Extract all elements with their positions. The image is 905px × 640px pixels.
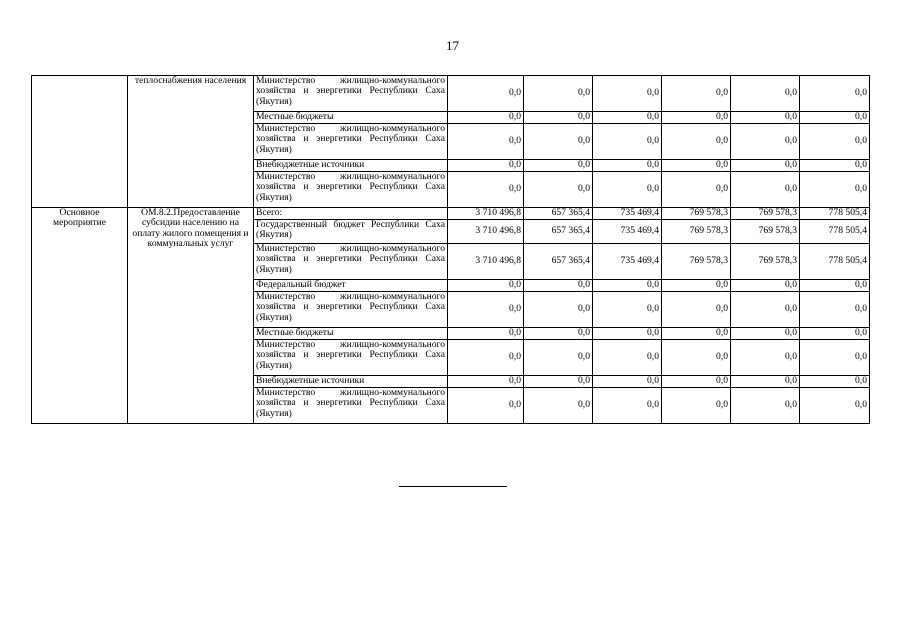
amount-cell: 769 578,3 xyxy=(731,208,800,220)
amount-cell: 769 578,3 xyxy=(662,220,731,244)
funding-source-cell: Министерство жилищно-коммунального хозяйства и энергетики Республики Саха (Якутия) xyxy=(254,244,448,280)
funding-source-cell: Министерство жилищно-коммунального хозяйства и энергетики Республики Саха (Якутия) xyxy=(254,292,448,328)
amount-cell: 0,0 xyxy=(662,328,731,340)
amount-cell: 0,0 xyxy=(731,328,800,340)
amount-cell: 0,0 xyxy=(800,280,870,292)
amount-cell: 0,0 xyxy=(448,280,524,292)
amount-cell: 735 469,4 xyxy=(593,220,662,244)
amount-cell: 0,0 xyxy=(448,112,524,124)
amount-cell: 0,0 xyxy=(731,292,800,328)
amount-cell: 0,0 xyxy=(524,160,593,172)
amount-cell: 0,0 xyxy=(524,124,593,160)
amount-cell: 0,0 xyxy=(448,160,524,172)
amount-cell: 769 578,3 xyxy=(662,244,731,280)
footer-rule xyxy=(399,486,507,487)
amount-cell: 0,0 xyxy=(662,292,731,328)
amount-cell: 0,0 xyxy=(800,112,870,124)
amount-cell: 0,0 xyxy=(593,172,662,208)
amount-cell: 0,0 xyxy=(800,376,870,388)
funding-source-cell: Министерство жилищно-коммунального хозяйства и энергетики Республики Саха (Якутия) xyxy=(254,172,448,208)
amount-cell: 0,0 xyxy=(800,388,870,424)
table-row xyxy=(32,76,870,112)
funding-source-cell: Внебюджетные источники xyxy=(254,376,448,388)
funding-source-cell: Министерство жилищно-коммунального хозяйства и энергетики Республики Саха (Якутия) xyxy=(254,340,448,376)
amount-cell: 0,0 xyxy=(593,160,662,172)
amount-cell: 0,0 xyxy=(593,328,662,340)
funding-source-cell: Министерство жилищно-коммунального хозяйства и энергетики Республики Саха (Якутия) xyxy=(254,124,448,160)
amount-cell: 0,0 xyxy=(662,172,731,208)
amount-cell: 657 365,4 xyxy=(524,244,593,280)
amount-cell: 0,0 xyxy=(731,76,800,112)
table-row xyxy=(32,208,870,220)
amount-cell: 657 365,4 xyxy=(524,208,593,220)
amount-cell: 769 578,3 xyxy=(662,208,731,220)
amount-cell: 0,0 xyxy=(448,340,524,376)
funding-source-cell: Местные бюджеты xyxy=(254,328,448,340)
amount-cell: 0,0 xyxy=(448,292,524,328)
amount-cell: 735 469,4 xyxy=(593,244,662,280)
amount-cell: 0,0 xyxy=(593,280,662,292)
amount-cell: 0,0 xyxy=(593,376,662,388)
amount-cell: 769 578,3 xyxy=(731,220,800,244)
event-type-cell: Основное мероприятие xyxy=(32,208,128,424)
amount-cell: 0,0 xyxy=(662,376,731,388)
amount-cell: 0,0 xyxy=(662,112,731,124)
funding-source-cell: Федеральный бюджет xyxy=(254,280,448,292)
amount-cell: 0,0 xyxy=(593,292,662,328)
amount-cell: 0,0 xyxy=(731,340,800,376)
funding-source-cell: Всего: xyxy=(254,208,448,220)
amount-cell: 0,0 xyxy=(448,172,524,208)
funding-source-cell: Государственный бюджет Республики Саха (Якутия) xyxy=(254,220,448,244)
funding-source-cell: Местные бюджеты xyxy=(254,112,448,124)
amount-cell: 0,0 xyxy=(448,124,524,160)
amount-cell: 0,0 xyxy=(731,112,800,124)
amount-cell: 0,0 xyxy=(524,340,593,376)
amount-cell: 0,0 xyxy=(731,376,800,388)
funding-source-cell: Министерство жилищно-коммунального хозяйства и энергетики Республики Саха (Якутия) xyxy=(254,388,448,424)
amount-cell: 0,0 xyxy=(800,124,870,160)
event-name-cell: теплоснабжения населения xyxy=(128,76,254,208)
amount-cell: 735 469,4 xyxy=(593,208,662,220)
amount-cell: 0,0 xyxy=(593,124,662,160)
amount-cell: 0,0 xyxy=(524,388,593,424)
amount-cell: 0,0 xyxy=(524,292,593,328)
amount-cell: 0,0 xyxy=(662,280,731,292)
funding-source-cell: Министерство жилищно-коммунального хозяйства и энергетики Республики Саха (Якутия) xyxy=(254,76,448,112)
amount-cell: 0,0 xyxy=(800,172,870,208)
amount-cell: 0,0 xyxy=(731,172,800,208)
amount-cell: 0,0 xyxy=(662,388,731,424)
amount-cell: 0,0 xyxy=(800,340,870,376)
amount-cell: 0,0 xyxy=(593,112,662,124)
funding-source-cell: Внебюджетные источники xyxy=(254,160,448,172)
amount-cell: 657 365,4 xyxy=(524,220,593,244)
budget-table xyxy=(31,75,870,424)
amount-cell: 0,0 xyxy=(800,76,870,112)
amount-cell: 0,0 xyxy=(662,76,731,112)
amount-cell: 0,0 xyxy=(800,160,870,172)
amount-cell: 0,0 xyxy=(448,76,524,112)
amount-cell: 0,0 xyxy=(524,328,593,340)
amount-cell: 0,0 xyxy=(524,376,593,388)
amount-cell: 769 578,3 xyxy=(731,244,800,280)
amount-cell: 0,0 xyxy=(448,328,524,340)
event-name-cell: ОМ.8.2.Предоставление субсидии населению на оплату жилого помещения и коммунальных услуг xyxy=(128,208,254,424)
amount-cell: 778 505,4 xyxy=(800,220,870,244)
table-body xyxy=(32,76,870,424)
amount-cell: 3 710 496,8 xyxy=(448,208,524,220)
amount-cell: 0,0 xyxy=(448,388,524,424)
amount-cell: 0,0 xyxy=(731,388,800,424)
amount-cell: 0,0 xyxy=(524,76,593,112)
amount-cell: 0,0 xyxy=(662,124,731,160)
amount-cell: 3 710 496,8 xyxy=(448,220,524,244)
amount-cell: 0,0 xyxy=(524,112,593,124)
amount-cell: 0,0 xyxy=(524,280,593,292)
amount-cell: 778 505,4 xyxy=(800,208,870,220)
amount-cell: 0,0 xyxy=(731,160,800,172)
amount-cell: 0,0 xyxy=(731,280,800,292)
amount-cell: 0,0 xyxy=(662,160,731,172)
amount-cell: 778 505,4 xyxy=(800,244,870,280)
amount-cell: 0,0 xyxy=(662,340,731,376)
amount-cell: 0,0 xyxy=(593,76,662,112)
amount-cell: 0,0 xyxy=(524,172,593,208)
amount-cell: 0,0 xyxy=(800,328,870,340)
amount-cell: 0,0 xyxy=(593,340,662,376)
amount-cell: 0,0 xyxy=(448,376,524,388)
page-number: 17 xyxy=(446,38,459,53)
amount-cell: 0,0 xyxy=(800,292,870,328)
amount-cell: 0,0 xyxy=(731,124,800,160)
event-type-cell xyxy=(32,76,128,208)
amount-cell: 3 710 496,8 xyxy=(448,244,524,280)
amount-cell: 0,0 xyxy=(593,388,662,424)
